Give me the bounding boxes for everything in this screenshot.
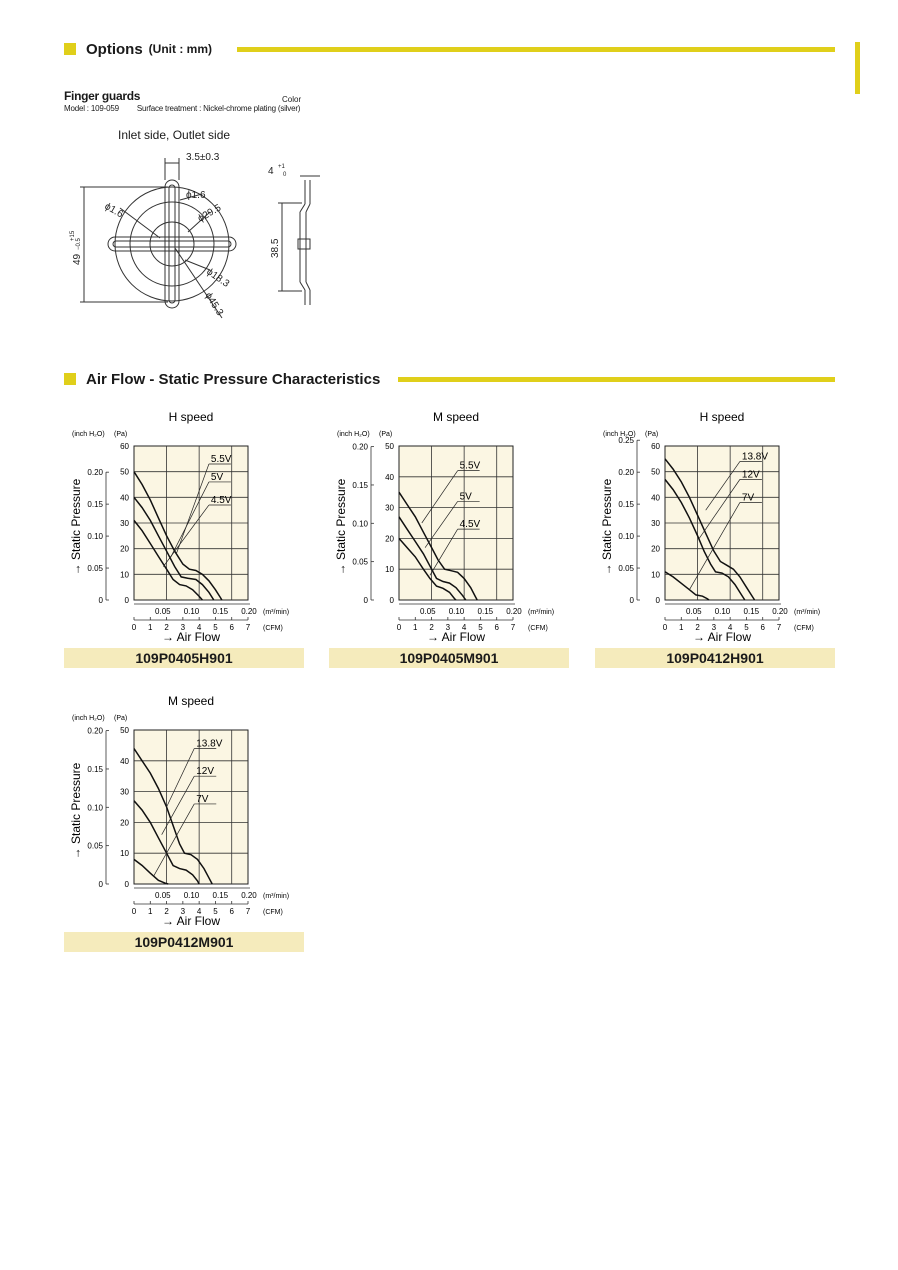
airflow-rule bbox=[398, 377, 835, 382]
chart-model-label: 109P0405M901 bbox=[329, 648, 569, 668]
series-label: 12V bbox=[196, 766, 215, 778]
pa-tick-label: 10 bbox=[651, 570, 660, 580]
inch-tick-label: 0 bbox=[629, 596, 634, 605]
inch-tick-label: 0.25 bbox=[618, 436, 634, 446]
unit-inch-label: (inch H₂O) bbox=[337, 431, 370, 438]
pa-tick-label: 30 bbox=[385, 503, 394, 513]
inch-tick-label: 0 bbox=[98, 880, 103, 889]
options-title: Options bbox=[86, 40, 143, 58]
unit-cfm-label: (CFM) bbox=[794, 625, 814, 632]
pa-tick-label: 30 bbox=[651, 519, 660, 528]
m3-tick-label: 0.20 bbox=[241, 607, 257, 616]
pa-tick-label: 20 bbox=[120, 818, 129, 828]
cfm-tick-label: 2 bbox=[429, 623, 434, 632]
guard-vertical-slot bbox=[169, 185, 175, 303]
y-axis-label: → Static Pressure bbox=[600, 478, 614, 576]
m3-tick-label: 0.10 bbox=[183, 607, 200, 616]
chart-title: H speed bbox=[168, 410, 214, 424]
m3-tick-label: 0.20 bbox=[506, 607, 522, 616]
dim-outer-dia: ϕ45.3 bbox=[202, 290, 226, 318]
dim-height: 49 bbox=[72, 253, 83, 265]
pa-tick-label: 20 bbox=[120, 544, 129, 554]
finger-guards-color-label: Color bbox=[282, 95, 302, 104]
chart-109p0412m901 bbox=[64, 688, 304, 952]
unit-inch-label: (inch H₂O) bbox=[72, 715, 105, 722]
cfm-tick-label: 6 bbox=[494, 623, 499, 632]
finger-guards-side-label: Inlet side, Outlet side bbox=[118, 128, 231, 142]
cfm-tick-label: 5 bbox=[744, 623, 749, 632]
finger-guards-surface: Surface treatment : Nickel-chrome plating (silver) bbox=[136, 104, 301, 113]
inch-tick-label: 0.15 bbox=[352, 480, 368, 490]
pa-tick-label: 50 bbox=[651, 467, 660, 477]
inch-tick-label: 0.10 bbox=[87, 803, 103, 813]
cfm-tick-label: 3 bbox=[711, 623, 717, 632]
chart-109p0405m901 bbox=[329, 404, 569, 668]
pa-tick-label: 10 bbox=[120, 849, 129, 859]
unit-m3-label: (m³/min) bbox=[263, 609, 290, 616]
inch-tick-label: 0.20 bbox=[352, 442, 368, 452]
plot-area bbox=[134, 730, 248, 884]
x-axis-label: → Air Flow bbox=[692, 630, 752, 644]
plot-area bbox=[399, 446, 513, 600]
m3-tick-label: 0.20 bbox=[772, 607, 788, 616]
cfm-tick-label: 4 bbox=[727, 623, 733, 632]
inch-tick-label: 0 bbox=[98, 596, 103, 605]
series-label: 5.5V bbox=[210, 453, 232, 465]
chart-svg bbox=[64, 404, 304, 648]
cfm-tick-label: 0 bbox=[396, 623, 402, 632]
finger-guard-drawing bbox=[60, 140, 350, 340]
cfm-tick-label: 5 bbox=[478, 623, 483, 632]
pa-tick-label: 0 bbox=[124, 596, 129, 605]
finger-guards-title: Finger guards bbox=[64, 89, 141, 103]
cfm-tick-label: 0 bbox=[131, 623, 137, 632]
cfm-tick-label: 6 bbox=[760, 623, 765, 632]
cfm-tick-label: 6 bbox=[229, 907, 234, 916]
chart-title: M speed bbox=[167, 694, 215, 708]
dim-height-tol-lower: −0.5 bbox=[76, 238, 82, 250]
m3-tick-label: 0.15 bbox=[212, 891, 229, 900]
airflow-title: Air Flow - Static Pressure Characteristics bbox=[86, 370, 381, 388]
series-label: 5.5V bbox=[459, 460, 481, 472]
x-axis-label: → Air Flow bbox=[161, 914, 221, 928]
pa-tick-label: 10 bbox=[120, 570, 129, 580]
x-axis-label: → Air Flow bbox=[426, 630, 486, 644]
cfm-tick-label: 5 bbox=[213, 623, 218, 632]
cfm-tick-label: 7 bbox=[245, 907, 251, 916]
inch-tick-label: 0.05 bbox=[87, 564, 103, 574]
guard-horizontal-slot bbox=[113, 241, 231, 247]
m3-tick-label: 0.15 bbox=[212, 607, 229, 616]
cfm-tick-label: 1 bbox=[413, 623, 418, 632]
inch-tick-label: 0.10 bbox=[87, 532, 103, 542]
chart-svg bbox=[595, 404, 835, 648]
dim-thickness: 4 bbox=[268, 166, 274, 177]
airflow-header bbox=[64, 369, 380, 389]
y-axis-label: → Static Pressure bbox=[69, 478, 83, 576]
dim-thickness-tol-upper: +1 bbox=[278, 164, 285, 170]
pa-tick-label: 10 bbox=[385, 565, 394, 575]
guard-outer-ring bbox=[115, 187, 232, 301]
inch-tick-label: 0.05 bbox=[352, 557, 368, 567]
series-label: 7V bbox=[741, 492, 755, 504]
chart-model-label: 109P0412M901 bbox=[64, 932, 304, 952]
dim-pitch: 3.5±0.3 bbox=[186, 152, 220, 163]
series-label: 13.8V bbox=[741, 451, 769, 463]
inch-tick-label: 0.15 bbox=[87, 500, 103, 510]
inch-tick-label: 0.05 bbox=[87, 841, 103, 851]
inch-tick-label: 0 bbox=[363, 596, 368, 605]
pa-tick-label: 50 bbox=[385, 442, 394, 451]
chart-svg bbox=[64, 688, 304, 932]
cfm-tick-label: 4 bbox=[196, 623, 202, 632]
unit-pa-label: (Pa) bbox=[645, 431, 659, 438]
pa-tick-label: 40 bbox=[385, 472, 394, 482]
unit-cfm-label: (CFM) bbox=[528, 625, 548, 632]
cfm-tick-label: 1 bbox=[148, 623, 153, 632]
m3-tick-label: 0.20 bbox=[241, 891, 257, 900]
m3-tick-label: 0.10 bbox=[448, 607, 465, 616]
series-label: 5V bbox=[459, 491, 472, 503]
section-marker-icon bbox=[64, 43, 76, 55]
cfm-tick-label: 0 bbox=[131, 907, 137, 916]
unit-inch-label: (inch H₂O) bbox=[72, 431, 105, 438]
chart-title: H speed bbox=[699, 410, 745, 424]
inch-tick-label: 0.20 bbox=[618, 468, 634, 478]
m3-tick-label: 0.05 bbox=[686, 607, 702, 616]
chart-109p0412h901 bbox=[595, 404, 835, 668]
y-axis-label: → Static Pressure bbox=[334, 478, 348, 576]
unit-cfm-label: (CFM) bbox=[263, 909, 283, 916]
cfm-tick-label: 3 bbox=[445, 623, 451, 632]
inch-tick-label: 0.20 bbox=[87, 468, 103, 478]
chart-svg bbox=[329, 404, 569, 648]
series-label: 4.5V bbox=[210, 495, 232, 507]
pa-tick-label: 40 bbox=[120, 493, 129, 503]
chart-model-label: 109P0412H901 bbox=[595, 648, 835, 668]
pa-tick-label: 0 bbox=[124, 880, 129, 889]
cfm-tick-label: 1 bbox=[148, 907, 153, 916]
cfm-tick-label: 2 bbox=[164, 623, 169, 632]
unit-pa-label: (Pa) bbox=[379, 431, 393, 438]
dim-height-tol-upper: +15 bbox=[70, 230, 76, 241]
inch-tick-label: 0.20 bbox=[87, 726, 103, 736]
series-label: 12V bbox=[741, 469, 760, 481]
pa-tick-label: 0 bbox=[655, 596, 660, 605]
inch-tick-label: 0.15 bbox=[618, 500, 634, 510]
dim-thickness-tol-lower: 0 bbox=[283, 172, 287, 178]
pa-tick-label: 60 bbox=[651, 442, 660, 451]
inch-tick-label: 0.10 bbox=[352, 519, 368, 529]
unit-pa-label: (Pa) bbox=[114, 715, 128, 722]
guard-vertical-bar bbox=[165, 180, 179, 308]
dim-wire-dia-b: ϕ1.6 bbox=[102, 201, 125, 221]
pa-tick-label: 40 bbox=[120, 756, 129, 766]
unit-pa-label: (Pa) bbox=[114, 431, 128, 438]
y-axis-label: → Static Pressure bbox=[69, 762, 83, 860]
dim-ring-dia: ϕ18.3 bbox=[204, 266, 232, 290]
pa-tick-label: 0 bbox=[389, 596, 394, 605]
cfm-tick-label: 5 bbox=[213, 907, 218, 916]
section-marker-icon bbox=[64, 373, 76, 385]
pa-tick-label: 30 bbox=[120, 787, 129, 797]
pa-tick-label: 50 bbox=[120, 467, 129, 477]
cfm-tick-label: 3 bbox=[180, 623, 186, 632]
m3-tick-label: 0.15 bbox=[743, 607, 760, 616]
series-label: 7V bbox=[196, 793, 209, 805]
pa-tick-label: 30 bbox=[120, 519, 129, 528]
dim-mount-height: 38.5 bbox=[270, 238, 281, 258]
options-rule bbox=[237, 47, 835, 52]
cfm-tick-label: 2 bbox=[695, 623, 700, 632]
options-header bbox=[64, 39, 212, 59]
m3-tick-label: 0.10 bbox=[714, 607, 731, 616]
series-label: 5V bbox=[210, 471, 224, 483]
cfm-tick-label: 4 bbox=[196, 907, 202, 916]
pa-tick-label: 50 bbox=[120, 726, 129, 735]
unit-m3-label: (m³/min) bbox=[794, 609, 821, 616]
cfm-tick-label: 7 bbox=[245, 623, 251, 632]
pa-tick-label: 20 bbox=[385, 534, 394, 544]
unit-m3-label: (m³/min) bbox=[528, 609, 555, 616]
m3-tick-label: 0.05 bbox=[155, 607, 171, 616]
cfm-tick-label: 6 bbox=[229, 623, 234, 632]
finger-guards-spec bbox=[64, 104, 316, 113]
m3-tick-label: 0.15 bbox=[477, 607, 494, 616]
unit-inch-label: (inch H₂O) bbox=[603, 431, 636, 438]
m3-tick-label: 0.05 bbox=[155, 891, 171, 900]
cfm-tick-label: 3 bbox=[180, 907, 186, 916]
chart-model-label: 109P0405H901 bbox=[64, 648, 304, 668]
pa-tick-label: 60 bbox=[120, 442, 129, 451]
unit-cfm-label: (CFM) bbox=[263, 625, 283, 632]
inch-tick-label: 0.15 bbox=[87, 764, 103, 774]
series-label: 13.8V bbox=[196, 738, 223, 750]
x-axis-label: → Air Flow bbox=[161, 630, 221, 644]
unit-m3-label: (m³/min) bbox=[263, 893, 290, 900]
guard-horizontal-bar bbox=[108, 237, 236, 251]
options-unit: (Unit : mm) bbox=[148, 42, 212, 56]
cfm-tick-label: 1 bbox=[679, 623, 684, 632]
cfm-tick-label: 4 bbox=[461, 623, 467, 632]
pa-tick-label: 20 bbox=[651, 544, 660, 554]
inch-tick-label: 0.10 bbox=[618, 532, 634, 542]
inch-tick-label: 0.05 bbox=[618, 564, 634, 574]
pa-tick-label: 40 bbox=[651, 493, 660, 503]
chart-title: M speed bbox=[432, 410, 480, 424]
page-edge-marker bbox=[855, 42, 860, 94]
m3-tick-label: 0.05 bbox=[420, 607, 436, 616]
guard-inner-ring bbox=[150, 222, 194, 266]
dim-wire-dia-a: ϕ1.6 bbox=[186, 190, 206, 201]
cfm-tick-label: 7 bbox=[510, 623, 516, 632]
cfm-tick-label: 0 bbox=[662, 623, 668, 632]
m3-tick-label: 0.10 bbox=[183, 891, 200, 900]
series-label: 4.5V bbox=[459, 519, 481, 531]
cfm-tick-label: 7 bbox=[776, 623, 782, 632]
chart-109p0405h901 bbox=[64, 404, 304, 668]
dim-inner-dia: ϕ29.5 bbox=[196, 202, 224, 225]
cfm-tick-label: 2 bbox=[164, 907, 169, 916]
finger-guards-model: Model : 109-059 bbox=[64, 104, 119, 113]
